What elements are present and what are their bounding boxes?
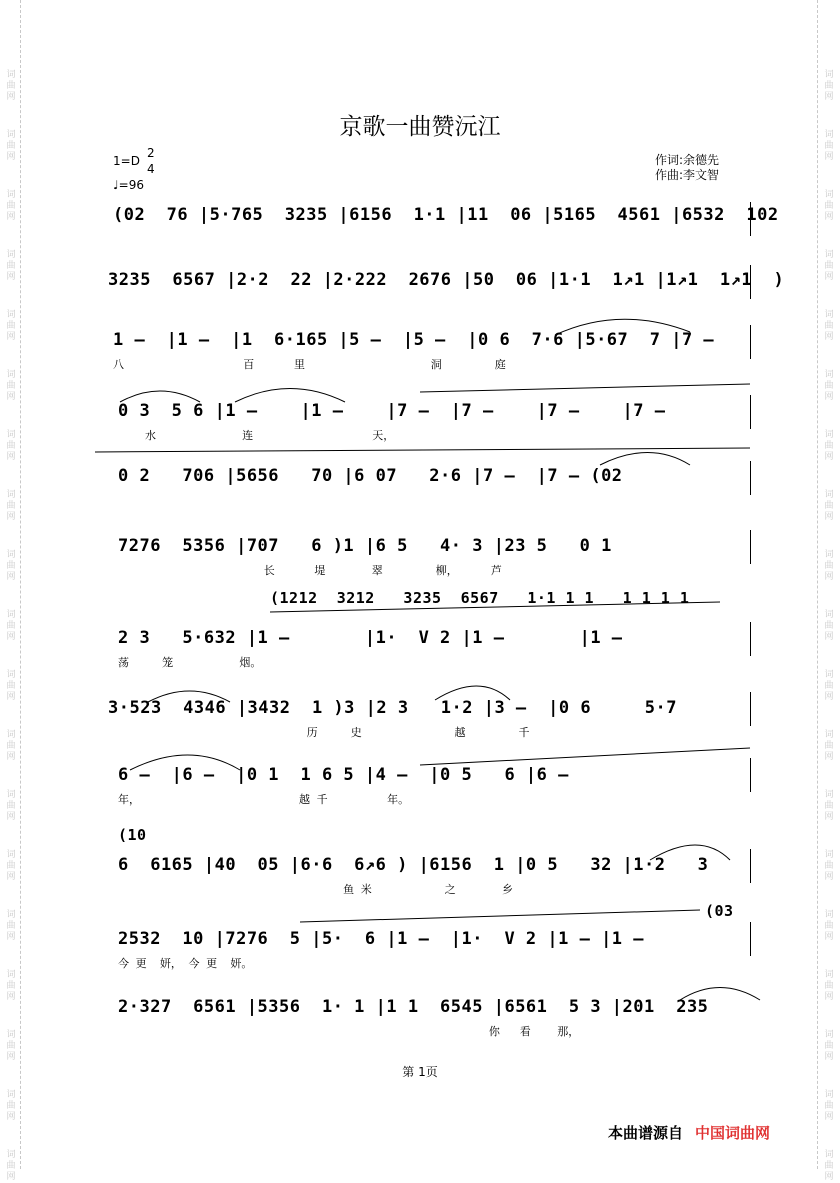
source-credit — [608, 1122, 770, 1143]
score-row-9: 6 — |6 — |0 1 1 6 5 |4 — |0 5 6 |6 — — [118, 765, 569, 785]
lyrics-row-8: 历 史 越 千 — [108, 726, 530, 739]
watermark-glyphs: 词 曲 网 — [824, 490, 834, 522]
meter-bottom: 4 — [147, 162, 155, 176]
watermark-glyphs: 词 曲 网 — [824, 910, 834, 942]
watermark-glyphs: 词 曲 网 — [824, 1090, 834, 1122]
slur — [120, 391, 200, 402]
score-row-7-top: (1212 3212 3235 6567 1·1 1 1 1 1 1 1 — [270, 589, 690, 607]
watermark-glyphs: 词 曲 网 — [824, 130, 834, 162]
page-number: 第 1页 — [402, 1065, 438, 1079]
watermark-glyphs: 词 曲 网 — [6, 490, 16, 522]
slur — [235, 389, 345, 403]
song-title: 京歌一曲赞沅江 — [339, 114, 501, 140]
meter-top: 2 — [147, 146, 155, 160]
watermark-glyphs: 词 曲 网 — [6, 790, 16, 822]
score-row-5: 0 2 706 |5656 70 |6 07 2·6 |7 — |7 — (02 — [118, 466, 623, 486]
watermark-glyphs: 词 曲 网 — [6, 1090, 16, 1122]
lyrics-row-6: 长 堤 翠 柳， 芦 — [118, 564, 502, 577]
watermark-glyphs: 词 曲 网 — [824, 1030, 834, 1062]
watermark-glyphs: 词 曲 网 — [824, 70, 834, 102]
slur — [130, 755, 240, 770]
watermark-glyphs: 词 曲 网 — [6, 670, 16, 702]
score-row-11-top: (03 — [705, 902, 734, 920]
lyrics-row-9: 年， 越 千 年。 — [118, 793, 410, 806]
score-row-2: 3235 6567 |2·2 22 |2·222 2676 |50 06 |1·1 1↗1 |1↗1 1↗1 ) — [108, 270, 785, 290]
watermark-glyphs: 词 曲 网 — [824, 370, 834, 402]
watermark-glyphs: 词 曲 网 — [6, 250, 16, 282]
slur — [435, 686, 510, 700]
score-row-1: (02 76 |5·765 3235 |6156 1·1 |11 06 |5165 4561 |6532 102 — [113, 205, 779, 225]
slur — [680, 988, 760, 1001]
watermark-glyphs: 词 曲 网 — [824, 730, 834, 762]
watermark-glyphs: 词 曲 网 — [6, 430, 16, 462]
score-row-6: 7276 5356 |707 6 )1 |6 5 4· 3 |23 5 0 1 — [118, 536, 612, 556]
tempo-marking: ♩=96 — [113, 178, 144, 192]
watermark-glyphs: 词 曲 网 — [824, 850, 834, 882]
watermark-glyphs: 词 曲 网 — [824, 190, 834, 222]
tie-line — [420, 748, 750, 765]
watermark-glyphs: 词 曲 网 — [6, 610, 16, 642]
watermark-glyphs: 词 曲 网 — [6, 70, 16, 102]
watermark-glyphs: 词 曲 网 — [6, 130, 16, 162]
lyrics-row-11: 今 更 妍， 今 更 妍。 — [118, 957, 253, 970]
slur — [600, 453, 690, 466]
lyrics-row-12: 你 看 那， — [118, 1025, 580, 1038]
watermark-glyphs: 词 曲 网 — [6, 550, 16, 582]
score-row-3: 1 — |1 — |1 6·165 |5 — |5 — |0 6 7·6 |5·67 7 |7 — — [113, 330, 715, 350]
watermark-glyphs: 词 曲 网 — [6, 370, 16, 402]
lyrics-row-10: 鱼 米 之 乡 — [118, 883, 513, 896]
watermark-glyphs: 词 曲 网 — [6, 850, 16, 882]
score-row-10: 6 6165 |40 05 |6·6 6↗6 ) |6156 1 |0 5 32 |1·2 3 — [118, 855, 709, 875]
watermark-glyphs: 词 曲 网 — [824, 1150, 834, 1182]
tie-line — [270, 602, 720, 612]
watermark-glyphs: 词 曲 网 — [6, 970, 16, 1002]
slur — [650, 845, 730, 860]
source-site-link[interactable]: 中国词曲网 — [695, 1124, 771, 1142]
watermark-glyphs: 词 曲 网 — [6, 910, 16, 942]
tie-line — [300, 910, 700, 922]
score-row-11: 2532 10 |7276 5 |5· 6 |1 — |1· V 2 |1 — |1 — — [118, 929, 645, 949]
watermark-glyphs: 词 曲 网 — [824, 970, 834, 1002]
watermark-glyphs: 词 曲 网 — [6, 1030, 16, 1062]
score-row-7: 2 3 5·632 |1 — |1· V 2 |1 — |1 — — [118, 628, 623, 648]
tie-line — [420, 384, 750, 392]
watermark-glyphs: 词 曲 网 — [824, 610, 834, 642]
key-signature: 1=D — [113, 154, 140, 168]
lyrics-row-3: 八 百 里 洞 庭 — [113, 358, 506, 371]
score-row-10-top: (10 — [118, 826, 147, 844]
slur — [555, 319, 690, 335]
watermark-glyphs: 词 曲 网 — [824, 670, 834, 702]
score-row-12: 2·327 6561 |5356 1· 1 |1 1 6545 |6561 5 3 |201 235 — [118, 997, 709, 1017]
watermark-glyphs: 词 曲 网 — [824, 790, 834, 822]
lyricist: 作词:余德先 — [655, 153, 720, 167]
watermark-glyphs: 词 曲 网 — [6, 190, 16, 222]
lyrics-row-7: 荡 笼 烟。 — [118, 656, 262, 669]
watermark-glyphs: 词 曲 网 — [824, 430, 834, 462]
watermark-glyphs: 词 曲 网 — [824, 250, 834, 282]
tie-line — [95, 448, 750, 452]
lyrics-row-4: 水 连 天， — [145, 429, 395, 442]
source-label: 本曲谱源自 — [608, 1124, 684, 1142]
score-row-4: 0 3 5 6 |1 — |1 — |7 — |7 — |7 — |7 — — [118, 401, 666, 421]
slur — [148, 691, 230, 702]
score-row-8: 3·523 4346 |3432 1 )3 |2 3 1·2 |3 — |0 6 5·7 — [108, 698, 677, 718]
watermark-glyphs: 词 曲 网 — [6, 1150, 16, 1182]
watermark-glyphs: 词 曲 网 — [6, 310, 16, 342]
watermark-glyphs: 词 曲 网 — [6, 730, 16, 762]
composer: 作曲:李文智 — [655, 168, 720, 182]
watermark-glyphs: 词 曲 网 — [824, 310, 834, 342]
watermark-glyphs: 词 曲 网 — [824, 550, 834, 582]
